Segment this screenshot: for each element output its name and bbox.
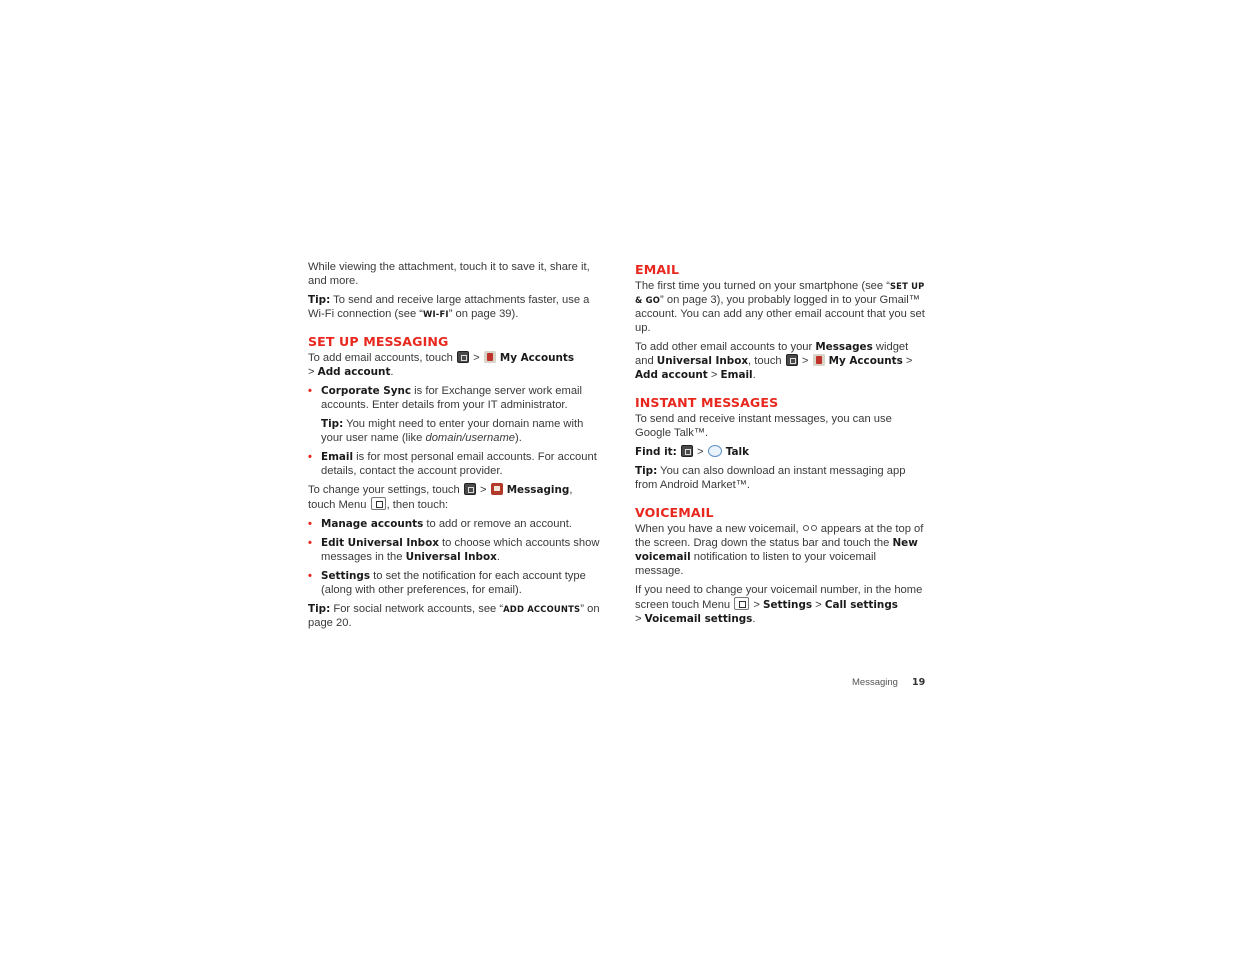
add-account-label: Add account: [635, 369, 708, 381]
my-accounts-label: My Accounts: [828, 355, 903, 367]
change-sep: >: [476, 484, 490, 496]
email-p2-a: To add other email accounts to your: [635, 341, 816, 353]
list-item: [308, 569, 600, 597]
setup-go-reference: SET UP & GO: [635, 281, 925, 305]
setup-text-a: To add email accounts, touch: [308, 352, 457, 364]
right-column: [635, 258, 927, 631]
tip-text: You can also download an instant messaging app from Android Market™.: [635, 465, 906, 491]
tip-text-a: For social network accounts, see “: [330, 603, 504, 615]
vm-p2-a: If you need to change your voicemail number, in the home screen touch Menu: [635, 584, 923, 611]
list-item: [308, 450, 600, 478]
vm-sep1: >: [750, 599, 764, 611]
tip-social: [308, 602, 600, 630]
tip-text-a: To send and receive large attachments faster, use a Wi-Fi connection (see “: [308, 294, 590, 320]
account-type-list-2: [308, 450, 600, 478]
bullet-text-2: .: [496, 551, 500, 563]
bullet-term: Corporate Sync: [321, 385, 412, 397]
list-item: [308, 517, 600, 531]
tip-text-b: ” on page 20.: [308, 603, 600, 629]
menu-key-icon: [734, 597, 749, 610]
footer-section: Messaging: [852, 677, 898, 688]
tip-text-b: ” on page 39).: [448, 308, 519, 320]
menu-key-icon: [371, 497, 386, 510]
email-sep3: >: [707, 369, 721, 381]
launcher-icon: [681, 445, 693, 457]
setup-period: .: [390, 366, 394, 378]
intro-paragraph: While viewing the attachment, touch it to save it, share it, and more.: [308, 261, 590, 287]
launcher-icon: [457, 351, 469, 363]
tip-text-a: You might need to enter your domain name with your user name (like: [321, 418, 584, 444]
domain-example: domain/username: [425, 432, 516, 444]
voicemail-settings-label: Voicemail settings: [644, 613, 753, 625]
launcher-icon: [786, 354, 798, 366]
change-settings-paragraph: [308, 483, 600, 512]
vm-p1-b: appears at the top of the screen. Drag down the status bar and touch the: [635, 523, 924, 549]
call-settings-label: Call settings: [824, 599, 898, 611]
heading-email: EMAIL: [635, 262, 680, 277]
vm-sep2: >: [812, 599, 825, 611]
tip-label: Tip:: [308, 603, 331, 615]
find-it-line: [635, 445, 927, 459]
vm-sep3: >: [635, 613, 645, 625]
email-p1-a: The first time you turned on your smartphone (see “: [635, 280, 890, 292]
email-label: Email: [720, 369, 753, 381]
vm-end: .: [752, 613, 756, 625]
add-account-label: Add account: [317, 366, 391, 378]
messaging-label: Messaging: [506, 484, 570, 496]
wifi-reference: WI-FI: [423, 309, 449, 319]
change-text-c: , then touch:: [386, 499, 449, 511]
voicemail-paragraph-1: [635, 522, 927, 578]
email-p1-b: ” on page 3), you probably logged in to your Gmail™ account. You can add any other email account that you set up.: [635, 294, 925, 334]
account-type-list: [308, 384, 600, 412]
universal-inbox-label: Universal Inbox: [656, 355, 749, 367]
my-accounts-label: My Accounts: [499, 352, 575, 364]
messaging-icon: [491, 483, 503, 495]
change-text-b: , touch Menu: [308, 484, 573, 511]
im-paragraph: To send and receive instant messages, you can use Google Talk™.: [635, 413, 892, 439]
settings-label: Settings: [763, 599, 813, 611]
list-item: [308, 536, 600, 564]
voicemail-paragraph-2: [635, 583, 927, 626]
settings-options-list: [308, 517, 600, 597]
new-voicemail-label: New voicemail: [635, 537, 918, 563]
bullet-text: is for Exchange server work email accounts. Enter details from your IT administrator.: [321, 385, 583, 411]
setup-sep1: >: [470, 352, 483, 364]
bullet-text: is for most personal email accounts. For account details, contact the account provider.: [321, 451, 597, 477]
find-sep: >: [693, 446, 707, 458]
email-sep1: >: [798, 355, 812, 367]
list-item: [308, 384, 600, 412]
find-it-label: Find it:: [635, 446, 677, 458]
launcher-icon: [464, 483, 476, 495]
bullet-term-2: Universal Inbox: [405, 551, 497, 563]
bullet-text: to choose which accounts show messages in the: [321, 537, 600, 563]
heading-voicemail: VOICEMAIL: [635, 505, 714, 520]
bullet-text: to set the notification for each account type (along with other preferences, for email).: [321, 570, 586, 596]
heading-set-up-messaging: SET UP MESSAGING: [308, 334, 449, 349]
messages-widget-label: Messages: [815, 341, 873, 353]
accounts-icon: [484, 351, 496, 363]
bullet-term: Settings: [321, 570, 371, 582]
talk-label: Talk: [725, 446, 749, 458]
vm-p1-c: notification to listen to your voicemail message.: [635, 551, 876, 577]
tip-text-b: ).: [515, 432, 522, 444]
tip-market: [635, 464, 927, 492]
tip-label: Tip:: [635, 465, 658, 477]
voicemail-icon: [803, 524, 817, 532]
bullet-text: to add or remove an account.: [423, 518, 572, 530]
talk-icon: [708, 445, 722, 457]
email-paragraph-2: [635, 340, 927, 382]
change-text-a: To change your settings, touch: [308, 484, 463, 496]
email-paragraph-1: [635, 279, 927, 335]
bullet-term: Manage accounts: [321, 518, 424, 530]
accounts-icon: [813, 354, 825, 366]
bullet-term: Edit Universal Inbox: [321, 537, 439, 549]
add-accounts-reference: ADD ACCOUNTS: [503, 604, 581, 614]
setup-instructions: [308, 351, 600, 379]
email-end: .: [752, 369, 756, 381]
tip-label: Tip:: [321, 418, 344, 430]
email-p2-b: widget and: [635, 341, 909, 367]
setup-sep2: >: [308, 366, 318, 378]
page-footer: [852, 677, 925, 688]
left-column: [308, 258, 600, 635]
tip-domain: [308, 417, 600, 445]
email-p2-c: , touch: [748, 355, 785, 367]
tip-wifi: [308, 293, 600, 321]
bullet-term: Email: [321, 451, 354, 463]
heading-instant-messages: INSTANT MESSAGES: [635, 395, 779, 410]
vm-p1-a: When you have a new voicemail,: [635, 523, 802, 535]
email-sep2: >: [902, 355, 913, 367]
tip-label: Tip:: [308, 294, 331, 306]
page-number: 19: [911, 677, 926, 688]
